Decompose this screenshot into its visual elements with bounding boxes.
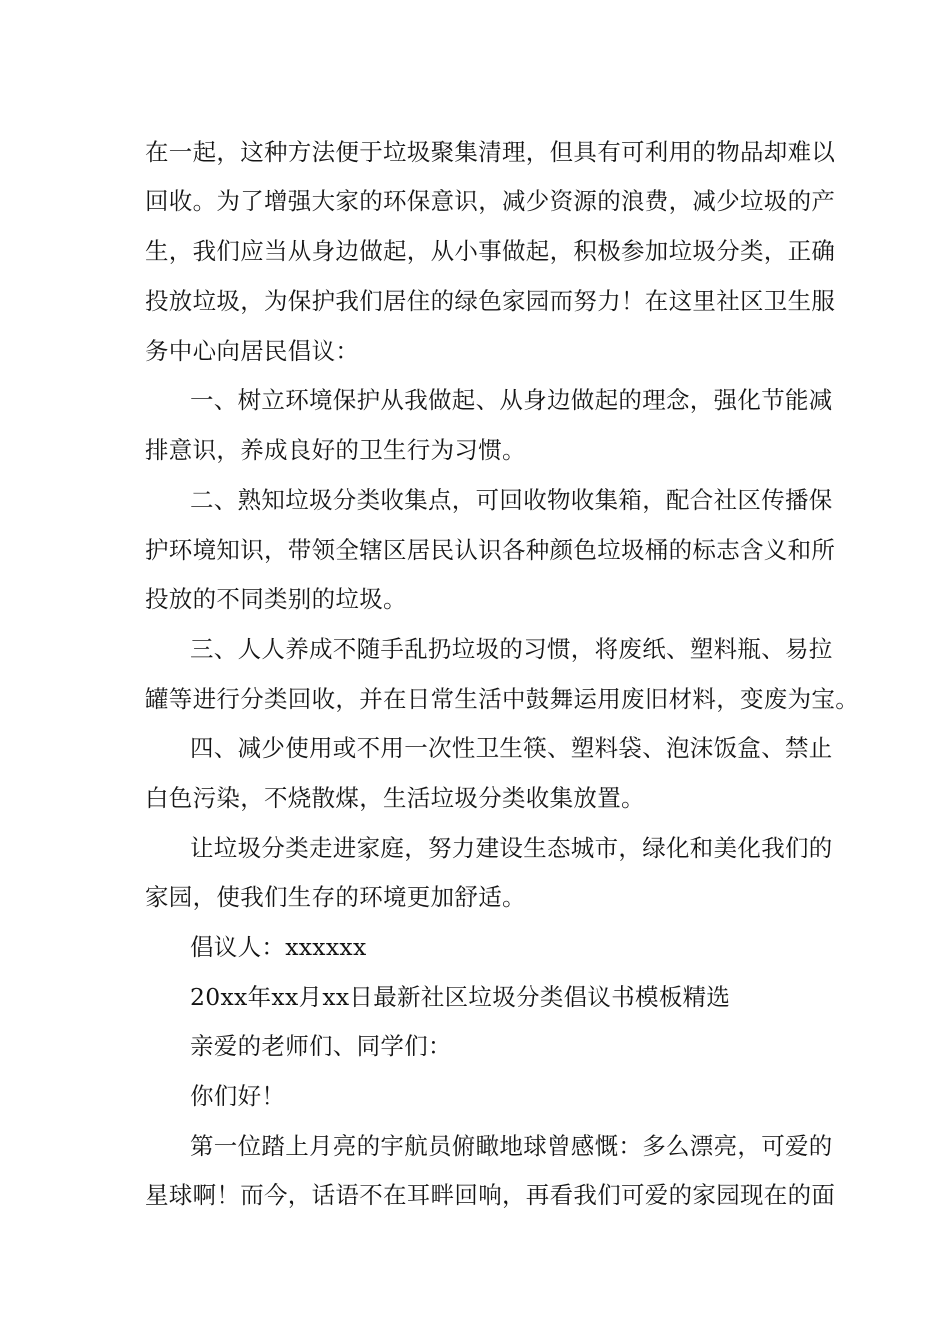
text-line: 第一位踏上月亮的宇航员俯瞰地球曾感慨：多么漂亮，可爱的 [190, 1132, 833, 1160]
signatory-line: 倡议人：xxxxxx [190, 933, 367, 961]
text-line: 投放的不同类别的垃圾。 [145, 585, 407, 613]
date-title-line: 20xx年xx月xx日最新社区垃圾分类倡议书模板精选 [190, 983, 731, 1011]
text-line: 排意识，养成良好的卫生行为习惯。 [145, 436, 526, 464]
text-line: 星球啊！而今，话语不在耳畔回响，再看我们可爱的家园现在的面 [145, 1181, 836, 1209]
text-line: 让垃圾分类走进家庭，努力建设生态城市，绿化和美化我们的 [190, 834, 833, 862]
greeting-line: 你们好！ [190, 1082, 286, 1110]
text-line: 回收。为了增强大家的环保意识，减少资源的浪费，减少垃圾的产 [145, 187, 836, 215]
text-line: 三、人人养成不随手乱扔垃圾的习惯，将废纸、塑料瓶、易拉 [190, 635, 833, 663]
salutation-line: 亲爱的老师们、同学们： [190, 1032, 452, 1060]
text-line: 家园，使我们生存的环境更加舒适。 [145, 883, 526, 911]
text-line: 二、熟知垃圾分类收集点，可回收物收集箱，配合社区传播保 [190, 486, 833, 514]
text-line: 投放垃圾，为保护我们居住的绿色家园而努力！在这里社区卫生服 [145, 287, 836, 315]
text-line: 一、树立环境保护从我做起、从身边做起的理念，强化节能减 [190, 386, 833, 414]
text-line: 生，我们应当从身边做起，从小事做起，积极参加垃圾分类，正确 [145, 237, 836, 265]
text-line: 罐等进行分类回收，并在日常生活中鼓舞运用废旧材料，变废为宝。 [145, 685, 859, 713]
text-line: 白色污染，不烧散煤，生活垃圾分类收集放置。 [145, 784, 645, 812]
text-line: 护环境知识，带领全辖区居民认识各种颜色垃圾桶的标志含义和所 [145, 536, 836, 564]
text-line: 务中心向居民倡议： [145, 337, 360, 365]
text-line: 在一起，这种方法便于垃圾聚集清理，但具有可利用的物品却难以 [145, 138, 836, 166]
text-line: 四、减少使用或不用一次性卫生筷、塑料袋、泡沫饭盒、禁止 [190, 734, 833, 762]
